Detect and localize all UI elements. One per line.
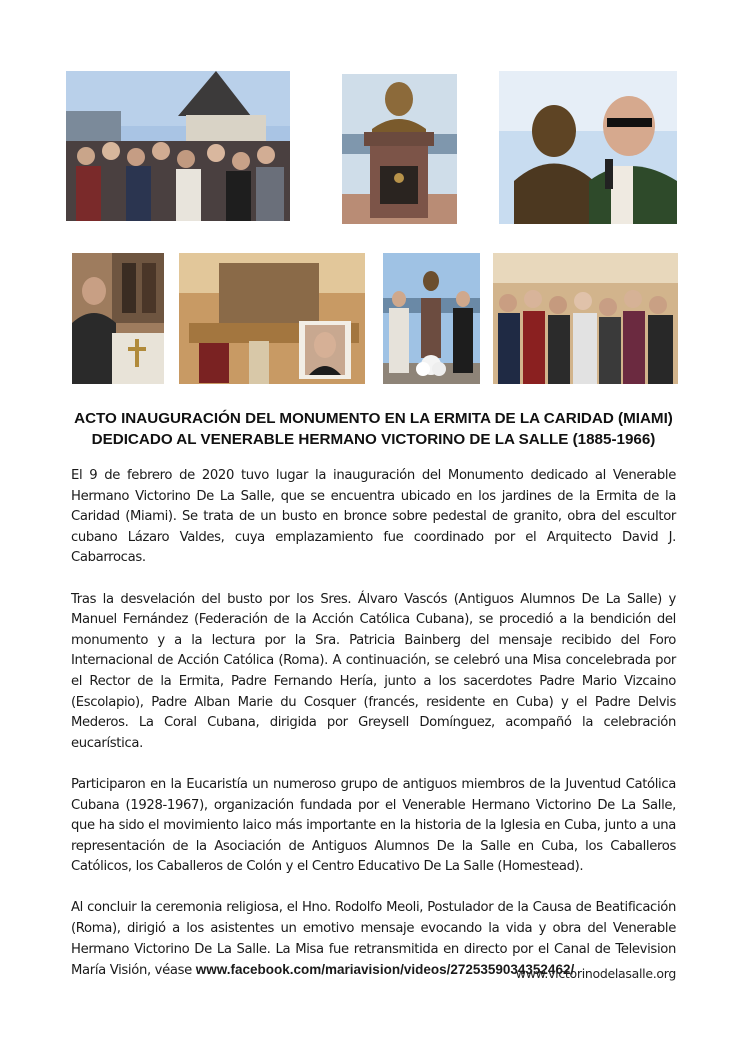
- photo-congregation: [493, 253, 678, 384]
- title-line-1: ACTO INAUGURACIÓN DEL MONUMENTO EN LA ERMITA DE LA CARIDAD (MIAMI): [74, 410, 673, 427]
- article-body: [71, 466, 676, 982]
- paragraph-3: Participaron en la Eucaristía un numeroso grupo de antiguos miembros de la Juventud Católica Cubana (1928-1967), organización fundada por el Venerable Hermano Victorino De La Salle, que ha sido el movimiento laico más importante en la historia de la Iglesia en Cuba, junto a una representación de la Asociación de Antiguos Alumnos De la Salle en Cuba, los Caballeros Católicos, los Caballeros de Colón y el Centro Educativo De La Salle (Homestead).: [71, 776, 676, 875]
- footer-website[interactable]: www.victorinodelasalle.org: [515, 966, 676, 981]
- photo-group-by-bust: [383, 253, 480, 384]
- page-title: [40, 408, 707, 450]
- title-line-2: DEDICADO AL VENERABLE HERMANO VICTORINO DE LA SALLE (1885-1966): [91, 431, 656, 448]
- photo-speaker-with-microphone: [499, 71, 677, 224]
- paragraph-4-text: Al concluir la ceremonia religiosa, el Hno. Rodolfo Meoli, Postulador de la Causa de Beatificación (Roma), dirigió a los asistentes un emotivo mensaje evocando la vida y obra del Venerable Hermano Victorino De La Salle. La Misa fue retransmitida en directo por el Canal de Television María Visión,: [71, 900, 676, 979]
- facebook-video-link[interactable]: www.facebook.com/mariavision/videos/2725359034352462/: [195, 962, 575, 978]
- photo-crowd-outside-ermita: [66, 71, 290, 221]
- photo-church-interior-portrait: [179, 253, 365, 384]
- photo-priest-at-altar: [72, 253, 164, 384]
- paragraph-1: El 9 de febrero de 2020 tuvo lugar la inauguración del Monumento dedicado al Venerable Hermano Victorino De La Salle, que se encuentra ubicado en los jardines de la Ermita de la Caridad (Miami). Se trata de un busto en bronce sobre pedestal de granito, obra del escultor cubano Lázaro Valdes, cuya emplazamiento fue coordinado por el Arquitecto David J. Cabarrocas.: [71, 468, 676, 566]
- paragraph-4-prefix: véase: [154, 963, 192, 979]
- photo-bust-on-pedestal: [342, 74, 457, 224]
- paragraph-2: Tras la desvelación del busto por los Sres. Álvaro Vascós (Antiguos Alumnos De La Salle) y Manuel Fernández (Federación de la Acción Católica Cubana), se procedió a la bendición del monumento y a la lectura por la Sra. Patricia Bainberg del mensaje recibido del Foro Internacional de Acción Católica (Roma). A continuación, se celebró una Misa concelebrada por el Rector de la Ermita, Padre Fernando Hería, junto a los sacerdotes Padre Mario Vizcaino (Escolapio), Padre Alban Marie du Cosquer (francés, residente en Cuba) y el Padre Delvis Mederos. La Coral Cubana, dirigida por Greysell Domínguez, acompañó la celebración eucarística.: [71, 591, 676, 751]
